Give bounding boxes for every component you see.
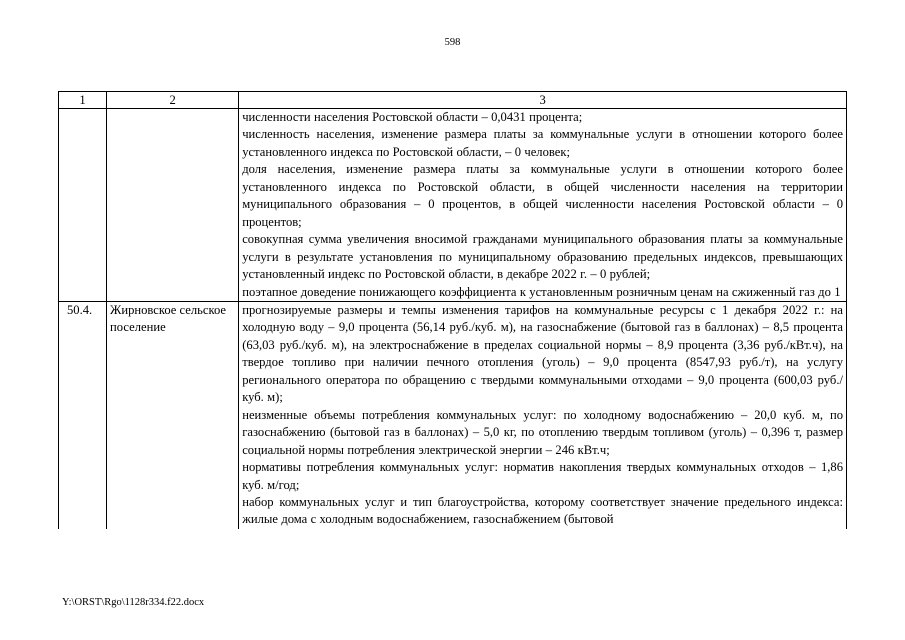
paragraph: совокупная сумма увеличения вносимой гражданами муниципального образования платы за коммунальные услуги в результате установления по муниципальному образованию предельных индексов, превышающих установленный индекс по Ростовской области, в декабре 2022 г. – 0 рублей; bbox=[242, 232, 843, 282]
header-col-3: 3 bbox=[239, 92, 847, 109]
table-row bbox=[59, 109, 847, 302]
table-header-row bbox=[59, 92, 847, 109]
paragraph: численности населения Ростовской области – 0,0431 процента; bbox=[242, 110, 583, 124]
paragraph: нормативы потребления коммунальных услуг: норматив накопления твердых коммунальных отходов – 1,86 куб. м/год; bbox=[242, 460, 843, 492]
paragraph: численность населения, изменение размера платы за коммунальные услуги в отношении которого более установленного индекса по Ростовской области, – 0 человек; bbox=[242, 127, 843, 159]
footer-file-path: Y:\ORST\Rgo\1128r334.f22.docx bbox=[62, 597, 205, 608]
row-number: 50.4. bbox=[59, 301, 107, 528]
paragraph: прогнозируемые размеры и темпы изменения тарифов на коммунальные ресурсы с 1 декабря 2022 г.: на холодную воду – 9,0 процента (56,14 руб./куб. м), на газоснабжение (бытовой газ в баллонах) – 8,5 процента (63,03 руб./куб. м), на электроснабжение в пределах социальной нормы – 8,9 процента (3,36 руб./кВт.ч), на твердое топливо при наличии печного отопления (уголь) – 9,0 процента (8547,93 руб./т), на услугу регионального оператора по обращению с твердыми коммунальными отходами – 9,0 процента (600,03 руб./куб. м); bbox=[242, 302, 843, 405]
document-table bbox=[58, 91, 847, 529]
row-content bbox=[239, 109, 847, 302]
header-col-2: 2 bbox=[107, 92, 239, 109]
table-row bbox=[59, 301, 847, 528]
paragraph: поэтапное доведение понижающего коэффициента к установленным розничным ценам на сжиженный газ до 1 bbox=[242, 284, 841, 299]
settlement-name: Жирновское сельское поселение bbox=[107, 301, 239, 528]
row-content bbox=[239, 301, 847, 528]
settlement-name bbox=[107, 109, 239, 302]
page-number: 598 bbox=[444, 37, 461, 48]
paragraph: неизменные объемы потребления коммунальных услуг: по холодному водоснабжению – 20,0 куб. м, по газоснабжению (бытовой газ в баллонах) – 5,0 кг, по отоплению твердым топливом (уголь) – 0,396 т, размер социальной нормы потребления электрической энергии – 246 кВт.ч; bbox=[242, 407, 843, 457]
row-number bbox=[59, 109, 107, 302]
paragraph: доля населения, изменение размера платы за коммунальные услуги в отношении которого более установленного индекса по Ростовской области, в общей численности населения на территории муниципального образования – 0 процентов, в общей численности населения Ростовской области – 0 процентов; bbox=[242, 162, 843, 229]
header-col-1: 1 bbox=[59, 92, 107, 109]
paragraph: набор коммунальных услуг и тип благоустройства, которому соответствует значение предельного индекса: жилые дома с холодным водоснабжением, газоснабжением (бытовой bbox=[242, 494, 843, 527]
